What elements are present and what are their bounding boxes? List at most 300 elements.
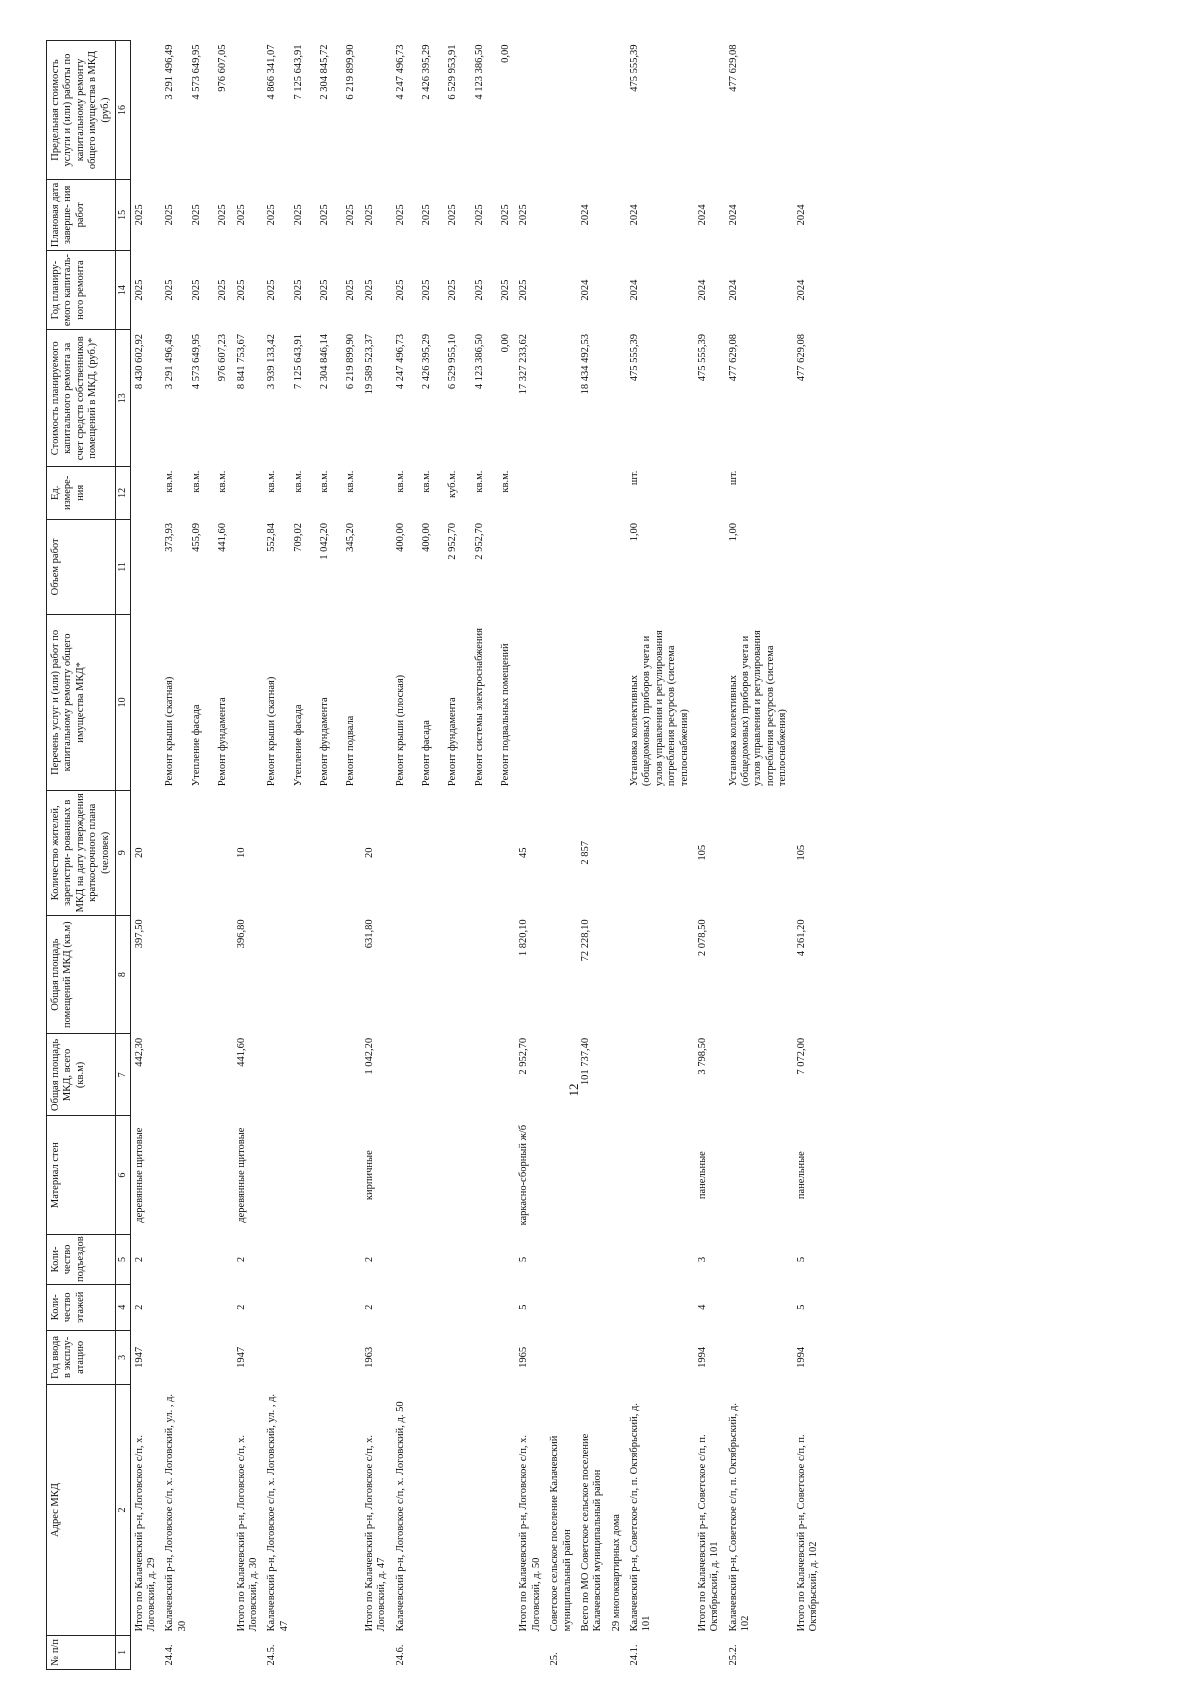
cell-year xyxy=(694,1330,725,1385)
cell-line: 2025 xyxy=(190,279,202,301)
cell-residents xyxy=(361,790,392,915)
cell-line: 475 555,39 xyxy=(629,333,641,382)
cell-value: 2 xyxy=(363,1304,375,1310)
cell-cost xyxy=(233,330,264,467)
cell-number xyxy=(361,1635,392,1669)
cell-limit xyxy=(361,41,392,180)
cell-line: 2025 xyxy=(319,204,331,226)
cell-value: 2 xyxy=(235,1304,247,1310)
cell-value: 2 078,50 xyxy=(696,919,708,957)
header-cell: № п/п xyxy=(47,1635,116,1669)
cell-line: 2 304 846,14 xyxy=(319,333,331,390)
cell-residents xyxy=(577,790,608,915)
cell-year xyxy=(725,1330,793,1385)
cell-number xyxy=(577,1635,608,1669)
cell-line: 2025 xyxy=(500,279,512,301)
cell-address xyxy=(515,1385,546,1636)
cell-area xyxy=(608,1034,626,1116)
cell-line: 4 866 341,07 xyxy=(266,44,278,100)
table-row xyxy=(161,41,232,1670)
cell-line: 0,00 xyxy=(500,44,512,63)
table-row xyxy=(725,41,793,1670)
cell-address xyxy=(361,1385,392,1636)
page-number: 12 xyxy=(566,1083,581,1097)
cell-limit xyxy=(161,41,232,180)
cell-line: Утепление фасада xyxy=(190,704,202,787)
cell-units xyxy=(392,467,516,519)
cell-area xyxy=(361,1034,392,1116)
cell-works xyxy=(725,615,793,790)
cell-value: Советское сельское поселение Калачевский муниципальный район xyxy=(549,1435,573,1632)
cell-address xyxy=(392,1385,516,1636)
cell-material xyxy=(361,1116,392,1234)
cell-value: 25.2. xyxy=(727,1644,739,1666)
cell-line: 2025 xyxy=(500,204,512,226)
cell-number xyxy=(546,1635,577,1669)
cell-cost xyxy=(161,330,232,467)
cell-number xyxy=(263,1635,361,1669)
cell-value: Итого по Калачевский р-н, Логовское с/п, х. Логовский, д. 29 xyxy=(133,1434,158,1632)
cell-line: Ремонт системы электроснабжения xyxy=(473,627,485,787)
cell-plan-year xyxy=(233,250,264,330)
cell-value: 10 xyxy=(235,847,247,859)
column-number: 1 xyxy=(115,1635,130,1669)
cell-units xyxy=(694,467,725,519)
cell-end-date xyxy=(626,180,694,251)
column-number: 5 xyxy=(115,1234,130,1284)
cell-units xyxy=(608,467,626,519)
cell-year xyxy=(361,1330,392,1385)
cell-value: 442,30 xyxy=(133,1037,145,1067)
cell-value: 3 xyxy=(696,1256,708,1263)
cell-works xyxy=(694,615,725,790)
cell-volume xyxy=(694,519,725,615)
cell-line: Ремонт фасада xyxy=(420,720,432,787)
cell-floors xyxy=(515,1284,546,1330)
cell-line: 4 247 496,73 xyxy=(394,333,406,390)
column-number: 7 xyxy=(115,1034,130,1116)
header-cell: Коли- чество подъездов xyxy=(47,1234,116,1284)
cell-entrances xyxy=(694,1234,725,1284)
cell-area xyxy=(546,1034,577,1116)
cell-line: кв.м. xyxy=(319,470,331,493)
cell-entrances xyxy=(130,1234,161,1284)
cell-limit xyxy=(546,41,577,180)
cell-value: 3 798,50 xyxy=(696,1037,708,1075)
cell-end-date xyxy=(263,180,361,251)
cell-line: 2025 xyxy=(473,204,485,226)
cell-line: 2025 xyxy=(420,204,432,226)
cell-area xyxy=(233,1034,264,1116)
cell-address xyxy=(608,1385,626,1636)
cell-address xyxy=(263,1385,361,1636)
cell-line: 2025 xyxy=(447,204,459,226)
cell-line: 1,00 xyxy=(629,523,641,542)
cell-units xyxy=(626,467,694,519)
cell-line: 4 573 649,95 xyxy=(190,44,202,100)
cell-line: 2024 xyxy=(727,279,739,301)
cell-line: Установка коллективных (общедомовых) приборов учета и узлов управления и регулирования потребления ресурсов (система теплоснабжения) xyxy=(727,630,789,787)
cell-limit xyxy=(263,41,361,180)
cell-line: 4 123 386,50 xyxy=(473,44,485,100)
cell-area-rooms xyxy=(361,915,392,1033)
cell-value: 2 xyxy=(235,1256,247,1263)
cell-value: панельные xyxy=(795,1151,807,1200)
cell-line: 2 426 395,29 xyxy=(420,333,432,390)
cell-cost xyxy=(263,330,361,467)
cell-line: кв.м. xyxy=(394,470,406,493)
cell-end-date xyxy=(546,180,577,251)
cell-line: кв.м. xyxy=(217,470,229,493)
cell-number xyxy=(694,1635,725,1669)
cell-line: 400,00 xyxy=(420,523,432,552)
cell-line: кв.м. xyxy=(190,470,202,493)
cell-area xyxy=(130,1034,161,1116)
cell-floors xyxy=(392,1284,516,1330)
cell-line: Ремонт подвала xyxy=(345,715,357,787)
cell-line: кв.м. xyxy=(266,470,278,493)
cell-line: кв.м. xyxy=(473,470,485,493)
column-number: 11 xyxy=(115,519,130,615)
cell-limit xyxy=(694,41,725,180)
cell-limit xyxy=(233,41,264,180)
cell-entrances xyxy=(577,1234,608,1284)
cell-plan-year xyxy=(130,250,161,330)
header-cell: Объем работ xyxy=(47,519,116,615)
cell-plan-year xyxy=(392,250,516,330)
table-row xyxy=(392,41,516,1670)
cell-area xyxy=(694,1034,725,1116)
cell-line: шт. xyxy=(629,470,641,486)
cell-year xyxy=(793,1330,824,1385)
cell-value: 5 xyxy=(795,1256,807,1263)
cell-address xyxy=(577,1385,608,1636)
cell-material xyxy=(130,1116,161,1234)
cell-area-rooms xyxy=(233,915,264,1033)
cell-value: 2025 xyxy=(363,279,375,301)
header-cell: Год ввода в эксплу- атацию xyxy=(47,1330,116,1385)
cell-value: 2025 xyxy=(363,204,375,226)
cell-floors xyxy=(793,1284,824,1330)
cell-units xyxy=(263,467,361,519)
cell-value: 1 820,10 xyxy=(518,919,530,957)
cell-line: кв.м. xyxy=(420,470,432,493)
cell-material xyxy=(515,1116,546,1234)
cell-cost xyxy=(130,330,161,467)
cell-plan-year xyxy=(577,250,608,330)
cell-material xyxy=(161,1116,232,1234)
cell-area xyxy=(725,1034,793,1116)
cell-floors xyxy=(130,1284,161,1330)
cell-end-date xyxy=(233,180,264,251)
table-header-row xyxy=(47,41,116,1670)
cell-value: 8 841 753,67 xyxy=(235,333,247,390)
cell-units xyxy=(161,467,232,519)
cell-entrances xyxy=(263,1234,361,1284)
cell-value: 2025 xyxy=(235,279,247,301)
cell-line: кв.м. xyxy=(500,470,512,493)
cell-value: 1 042,20 xyxy=(363,1037,375,1075)
cell-line: Ремонт крыши (скатная) xyxy=(266,676,278,787)
cell-line: Ремонт крыши (скатная) xyxy=(164,676,176,787)
cell-residents xyxy=(608,790,626,915)
cell-year xyxy=(577,1330,608,1385)
cell-entrances xyxy=(546,1234,577,1284)
cell-value: 5 xyxy=(518,1256,530,1263)
cell-units xyxy=(546,467,577,519)
cell-value: 101 737,40 xyxy=(579,1037,591,1086)
cell-line: 7 125 643,91 xyxy=(292,44,304,100)
cell-value: 18 434 492,53 xyxy=(579,333,591,395)
cell-floors xyxy=(577,1284,608,1330)
cell-residents xyxy=(546,790,577,915)
cell-area-rooms xyxy=(515,915,546,1033)
cell-end-date xyxy=(793,180,824,251)
column-number: 13 xyxy=(115,330,130,467)
cell-works xyxy=(392,615,516,790)
cell-line: 4 573 649,95 xyxy=(190,333,202,390)
cell-value: 5 xyxy=(518,1304,530,1310)
cell-volume xyxy=(725,519,793,615)
cell-value: 631,80 xyxy=(363,919,375,949)
cell-works xyxy=(793,615,824,790)
cell-area xyxy=(515,1034,546,1116)
cell-line: 3 291 496,49 xyxy=(164,333,176,390)
cell-line: 2025 xyxy=(190,204,202,226)
cell-plan-year xyxy=(263,250,361,330)
cell-area-rooms xyxy=(161,915,232,1033)
cell-volume xyxy=(263,519,361,615)
cell-volume xyxy=(361,519,392,615)
cell-value: 4 261,20 xyxy=(795,919,807,957)
cell-line: 373,93 xyxy=(164,523,176,552)
cell-value: 8 430 602,92 xyxy=(133,333,145,390)
cell-line: 1 042,20 xyxy=(319,523,331,560)
cell-end-date xyxy=(608,180,626,251)
cell-residents xyxy=(694,790,725,915)
cell-line: 1,00 xyxy=(727,523,739,542)
cell-limit xyxy=(725,41,793,180)
cell-residents xyxy=(130,790,161,915)
cell-line: куб.м. xyxy=(447,470,459,498)
cell-value: 17 327 233,62 xyxy=(518,333,530,395)
cell-line: 477 629,08 xyxy=(727,333,739,382)
cell-line: 2025 xyxy=(345,204,357,226)
cell-line: Ремонт крыши (плоская) xyxy=(394,674,406,787)
column-number: 2 xyxy=(115,1385,130,1636)
cell-residents xyxy=(793,790,824,915)
cell-volume xyxy=(626,519,694,615)
cell-area-rooms xyxy=(392,915,516,1033)
cell-value: 477 629,08 xyxy=(795,333,807,382)
cell-material xyxy=(233,1116,264,1234)
cell-value: 4 xyxy=(696,1304,708,1310)
column-number: 16 xyxy=(115,41,130,180)
cell-value: 2024 xyxy=(696,204,708,226)
cell-value: 5 xyxy=(795,1304,807,1310)
cell-line: 3 291 496,49 xyxy=(164,44,176,100)
cell-volume xyxy=(233,519,264,615)
cell-address xyxy=(626,1385,694,1636)
cell-works xyxy=(161,615,232,790)
cell-entrances xyxy=(793,1234,824,1284)
cell-value: 1994 xyxy=(795,1346,807,1368)
cell-value: 24.6. xyxy=(394,1644,406,1666)
cell-year xyxy=(608,1330,626,1385)
cell-limit xyxy=(130,41,161,180)
cell-line: 552,84 xyxy=(266,523,278,552)
cell-line: 2025 xyxy=(292,204,304,226)
cell-value: 20 xyxy=(133,847,145,859)
cell-plan-year xyxy=(626,250,694,330)
cell-line: 2025 xyxy=(447,279,459,301)
cell-value: 1965 xyxy=(518,1346,530,1368)
column-number: 15 xyxy=(115,180,130,251)
cell-line: 2025 xyxy=(266,204,278,226)
cell-limit xyxy=(392,41,516,180)
cell-line: 477 629,08 xyxy=(727,44,739,92)
cell-entrances xyxy=(608,1234,626,1284)
cell-value: 105 xyxy=(696,844,708,861)
cell-value: 441,60 xyxy=(235,1037,247,1067)
cell-line: Ремонт фундамента xyxy=(217,697,229,787)
cell-year xyxy=(515,1330,546,1385)
cell-area-rooms xyxy=(577,915,608,1033)
cell-cost xyxy=(694,330,725,467)
cell-works xyxy=(546,615,577,790)
cell-end-date xyxy=(577,180,608,251)
cell-line: 4 247 496,73 xyxy=(394,44,406,100)
cell-line: Утепление фасада xyxy=(292,704,304,787)
cell-address xyxy=(725,1385,793,1636)
table-row xyxy=(263,41,361,1670)
cell-material xyxy=(626,1116,694,1234)
cell-limit xyxy=(608,41,626,180)
column-number: 9 xyxy=(115,790,130,915)
cell-end-date xyxy=(130,180,161,251)
cell-cost xyxy=(392,330,516,467)
cell-floors xyxy=(608,1284,626,1330)
cell-entrances xyxy=(515,1234,546,1284)
cell-line: 2024 xyxy=(727,204,739,226)
total-row xyxy=(793,41,824,1670)
column-number-row xyxy=(115,41,130,1670)
cell-material xyxy=(546,1116,577,1234)
cell-value: Калачевский р-н, Логовское с/п, х. Логовский, ул. , д. 30 xyxy=(164,1393,188,1632)
cell-year xyxy=(392,1330,516,1385)
cell-cost xyxy=(546,330,577,467)
cell-year xyxy=(130,1330,161,1385)
cell-floors xyxy=(161,1284,232,1330)
cell-address xyxy=(694,1385,725,1636)
cell-value: 2 952,70 xyxy=(518,1037,530,1075)
cell-entrances xyxy=(161,1234,232,1284)
cell-value: 2024 xyxy=(795,279,807,301)
cell-value: Калачевский р-н, Логовское с/п, х. Логовский, ул. , д. 47 xyxy=(266,1393,290,1632)
cell-volume xyxy=(608,519,626,615)
cell-plan-year xyxy=(546,250,577,330)
cell-year xyxy=(233,1330,264,1385)
cell-material xyxy=(577,1116,608,1234)
header-cell: Год планиру- емого капиталь- ного ремонта xyxy=(47,250,116,330)
cell-number xyxy=(161,1635,232,1669)
cell-units xyxy=(233,467,264,519)
cell-line: 709,02 xyxy=(292,523,304,552)
cell-address xyxy=(233,1385,264,1636)
cell-entrances xyxy=(725,1234,793,1284)
cell-line: 475 555,39 xyxy=(629,44,641,92)
cell-number xyxy=(130,1635,161,1669)
cell-works xyxy=(608,615,626,790)
cell-line: 2025 xyxy=(164,204,176,226)
cell-cost xyxy=(725,330,793,467)
cell-line: 455,09 xyxy=(190,523,202,552)
cell-line: 7 125 643,91 xyxy=(292,333,304,390)
cell-limit xyxy=(515,41,546,180)
cell-number xyxy=(233,1635,264,1669)
cell-limit xyxy=(793,41,824,180)
cell-value: 20 xyxy=(363,847,375,859)
cell-plan-year xyxy=(361,250,392,330)
cell-value: каркасно-сборный ж/б xyxy=(518,1124,530,1226)
cell-line: 2025 xyxy=(217,204,229,226)
cell-area-rooms xyxy=(694,915,725,1033)
cell-value: деревянные щитовые xyxy=(235,1127,247,1223)
cell-value: Калачевский р-н, Советское с/п, п. Октябрьский, д. 102 xyxy=(727,1402,752,1632)
cell-line: 345,20 xyxy=(345,523,357,552)
cell-area-rooms xyxy=(263,915,361,1033)
cell-line: Ремонт фундамента xyxy=(447,697,459,787)
cell-value: 1963 xyxy=(363,1346,375,1368)
cell-works xyxy=(263,615,361,790)
cell-area-rooms xyxy=(626,915,694,1033)
cell-works xyxy=(233,615,264,790)
cell-address xyxy=(546,1385,577,1636)
table-row xyxy=(577,41,608,1670)
cell-plan-year xyxy=(608,250,626,330)
cell-residents xyxy=(515,790,546,915)
cell-value: 25. xyxy=(549,1652,561,1666)
cell-value: панельные xyxy=(696,1151,708,1200)
cell-line: 2 304 845,72 xyxy=(319,44,331,100)
cell-cost xyxy=(361,330,392,467)
cell-value: 45 xyxy=(518,847,530,859)
cell-address xyxy=(130,1385,161,1636)
cell-line: 2025 xyxy=(164,279,176,301)
column-number: 14 xyxy=(115,250,130,330)
cell-line: 2025 xyxy=(473,279,485,301)
cell-area xyxy=(626,1034,694,1116)
cell-units xyxy=(361,467,392,519)
cell-value: 2024 xyxy=(696,279,708,301)
cell-works xyxy=(577,615,608,790)
cell-floors xyxy=(626,1284,694,1330)
total-row xyxy=(130,41,161,1670)
header-cell: Перечень услуг и (или) работ по капитальному ремонту общего имущества МКД* xyxy=(47,615,116,790)
cell-floors xyxy=(546,1284,577,1330)
cell-address xyxy=(161,1385,232,1636)
cell-number xyxy=(515,1635,546,1669)
cell-value: Итого по Калачевский р-н, Логовское с/п, х. Логовский, д. 50 xyxy=(518,1434,542,1632)
cell-line: 6 529 953,91 xyxy=(447,44,459,100)
cell-value: 1947 xyxy=(133,1346,145,1368)
cell-value: 1947 xyxy=(235,1346,247,1368)
cell-limit xyxy=(626,41,694,180)
cell-works xyxy=(361,615,392,790)
cell-value: 2025 xyxy=(518,204,530,226)
cell-value: 396,80 xyxy=(235,919,247,949)
cell-line: 6 219 899,90 xyxy=(345,333,357,390)
